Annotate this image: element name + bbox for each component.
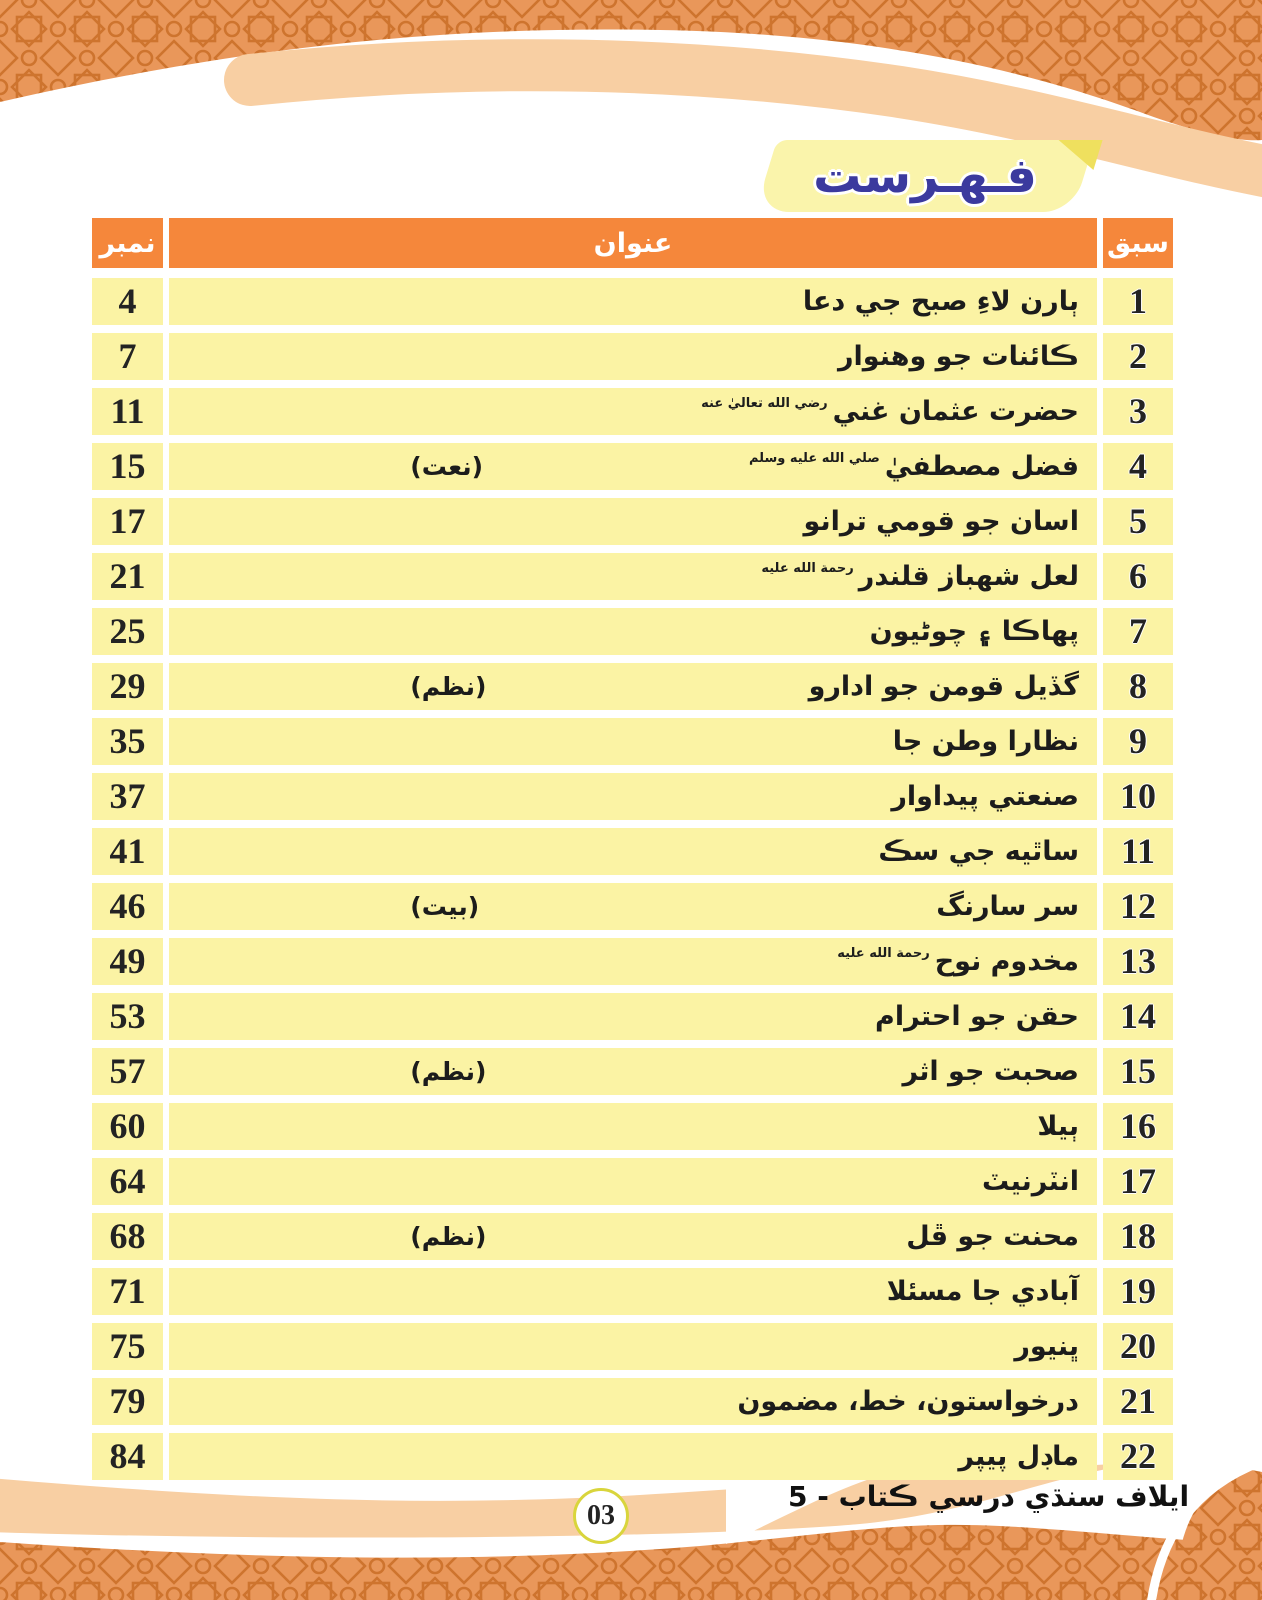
table-row [92, 498, 1173, 545]
table-row [92, 1103, 1173, 1150]
lesson-title-cell [169, 938, 1097, 985]
lesson-number-cell: 10 [1103, 773, 1173, 820]
table-row [92, 278, 1173, 325]
lesson-title-cell [169, 1048, 1097, 1095]
lesson-title-cell [169, 388, 1097, 435]
lesson-title-cell [169, 663, 1097, 710]
page-number-cell: 68 [92, 1213, 163, 1260]
lesson-title-cell [169, 883, 1097, 930]
lesson-title: ٻيلا [1037, 1111, 1079, 1142]
lesson-title: حضرت عثمان غني [832, 396, 1079, 427]
table-row [92, 1323, 1173, 1370]
lesson-number-cell: 1 [1103, 278, 1173, 325]
page-number-cell: 21 [92, 553, 163, 600]
lesson-title: محنت جو ڦل [906, 1221, 1079, 1252]
page-number-cell: 11 [92, 388, 163, 435]
honorific-label: صلي الله عليه وسلم [748, 451, 880, 466]
genre-label: (نعت) [410, 452, 484, 481]
lesson-number-cell: 2 [1103, 333, 1173, 380]
lesson-number-cell: 16 [1103, 1103, 1173, 1150]
header-number: نمبر [92, 218, 163, 268]
lesson-number-cell: 3 [1103, 388, 1173, 435]
lesson-number-cell: 18 [1103, 1213, 1173, 1260]
table-row [92, 773, 1173, 820]
honorific-label: رحمة الله عليه [761, 561, 854, 576]
page-number-cell: 25 [92, 608, 163, 655]
lesson-title: ٻارن لاءِ صبح جي دعا [802, 286, 1079, 317]
lesson-title-cell [169, 443, 1097, 490]
lesson-title: حقن جو احترام [875, 1001, 1079, 1032]
lesson-number-cell: 15 [1103, 1048, 1173, 1095]
header-title: عنوان [169, 218, 1097, 268]
page-number-cell: 53 [92, 993, 163, 1040]
lesson-number-cell: 11 [1103, 828, 1173, 875]
table-row [92, 1048, 1173, 1095]
lesson-title: ماڊل پيپر [958, 1441, 1079, 1472]
page-number-cell: 29 [92, 663, 163, 710]
lesson-title-cell [169, 1433, 1097, 1480]
lesson-number-cell: 5 [1103, 498, 1173, 545]
table-row [92, 718, 1173, 765]
genre-label: (بيت) [410, 892, 480, 921]
lesson-title-cell [169, 608, 1097, 655]
page-number-cell: 57 [92, 1048, 163, 1095]
genre-label: (نظم) [410, 1057, 487, 1086]
page-number-cell: 35 [92, 718, 163, 765]
page-number-cell: 41 [92, 828, 163, 875]
table-row [92, 608, 1173, 655]
lesson-title-cell [169, 1103, 1097, 1150]
lesson-number-cell: 21 [1103, 1378, 1173, 1425]
lesson-number-cell: 19 [1103, 1268, 1173, 1315]
lesson-title: ساٿيه جي سڪ [878, 836, 1079, 867]
lesson-title-cell [169, 718, 1097, 765]
table-row [92, 1158, 1173, 1205]
lesson-title-cell [169, 828, 1097, 875]
lesson-number-cell: 7 [1103, 608, 1173, 655]
lesson-title-cell [169, 1158, 1097, 1205]
table-header-row [92, 218, 1173, 268]
genre-label: (نظم) [410, 1222, 487, 1251]
table-row [92, 883, 1173, 930]
page-number-cell: 60 [92, 1103, 163, 1150]
table-row [92, 443, 1173, 490]
honorific-label: رحمة الله عليه [837, 946, 930, 961]
lesson-title: صنعتي پيداوار [891, 781, 1079, 812]
lesson-title-cell [169, 993, 1097, 1040]
page-number-badge: 03 [573, 1488, 629, 1544]
lesson-title: انٽرنيٽ [982, 1166, 1079, 1197]
lesson-title-cell [169, 1323, 1097, 1370]
lesson-title: پهاڪا ۽ چوڻيون [869, 616, 1079, 647]
lesson-title-cell [169, 1268, 1097, 1315]
page-number-cell: 79 [92, 1378, 163, 1425]
header-lesson: سبق [1103, 218, 1173, 268]
table-row [92, 1378, 1173, 1425]
lesson-number-cell: 14 [1103, 993, 1173, 1040]
lesson-number-cell: 20 [1103, 1323, 1173, 1370]
lesson-title: لعل شهباز قلندر [858, 561, 1079, 592]
lesson-title: ڀنيور [1014, 1331, 1079, 1362]
lesson-title: آبادي جا مسئلا [886, 1276, 1079, 1307]
table-row [92, 1268, 1173, 1315]
page-number-cell: 7 [92, 333, 163, 380]
page-number-cell: 71 [92, 1268, 163, 1315]
lesson-title-cell [169, 1213, 1097, 1260]
table-row [92, 993, 1173, 1040]
table-row [92, 388, 1173, 435]
contents-table [92, 218, 1173, 1480]
lesson-title: اسان جو قومي ترانو [803, 506, 1079, 537]
footer-book-title: ايلاف سنڌي درسي ڪتاب - 5 [788, 1480, 1190, 1513]
page-number-cell: 75 [92, 1323, 163, 1370]
table-row [92, 828, 1173, 875]
lesson-title-cell [169, 278, 1097, 325]
lesson-title: گڏيل قومن جو ادارو [808, 671, 1079, 702]
lesson-title: نظارا وطن جا [892, 726, 1079, 757]
lesson-title: درخواستون، خط، مضمون [737, 1386, 1079, 1417]
page-number-cell: 4 [92, 278, 163, 325]
lesson-number-cell: 6 [1103, 553, 1173, 600]
lesson-title: صحبت جو اثر [902, 1056, 1079, 1087]
lesson-number-cell: 13 [1103, 938, 1173, 985]
page-number-cell: 15 [92, 443, 163, 490]
page-title: فـهـرست [813, 148, 1037, 204]
table-row [92, 333, 1173, 380]
lesson-title: ڪائنات جو وهنوار [838, 341, 1079, 372]
honorific-label: رضي الله تعاليٰ عنه [701, 396, 828, 411]
lesson-title-cell [169, 773, 1097, 820]
lesson-title-cell [169, 498, 1097, 545]
table-row [92, 1213, 1173, 1260]
lesson-number-cell: 22 [1103, 1433, 1173, 1480]
lesson-title: فضل مصطفيٰ [884, 451, 1079, 482]
lesson-number-cell: 12 [1103, 883, 1173, 930]
page-number-cell: 46 [92, 883, 163, 930]
lesson-title-cell [169, 333, 1097, 380]
lesson-number-cell: 9 [1103, 718, 1173, 765]
lesson-title: سر سارنگ [936, 891, 1079, 922]
page-number-cell: 84 [92, 1433, 163, 1480]
lesson-number-cell: 8 [1103, 663, 1173, 710]
lesson-title-cell [169, 553, 1097, 600]
genre-label: (نظم) [410, 672, 487, 701]
table-row [92, 1433, 1173, 1480]
table-row [92, 553, 1173, 600]
lesson-title: مخدوم نوح [934, 946, 1079, 977]
lesson-number-cell: 17 [1103, 1158, 1173, 1205]
page-number-cell: 17 [92, 498, 163, 545]
toc-rows [92, 278, 1173, 1480]
table-row [92, 938, 1173, 985]
page-number-cell: 64 [92, 1158, 163, 1205]
page-number-cell: 49 [92, 938, 163, 985]
lesson-number-cell: 4 [1103, 443, 1173, 490]
contents-banner [766, 140, 1084, 212]
page-number-cell: 37 [92, 773, 163, 820]
table-row [92, 663, 1173, 710]
lesson-title-cell [169, 1378, 1097, 1425]
